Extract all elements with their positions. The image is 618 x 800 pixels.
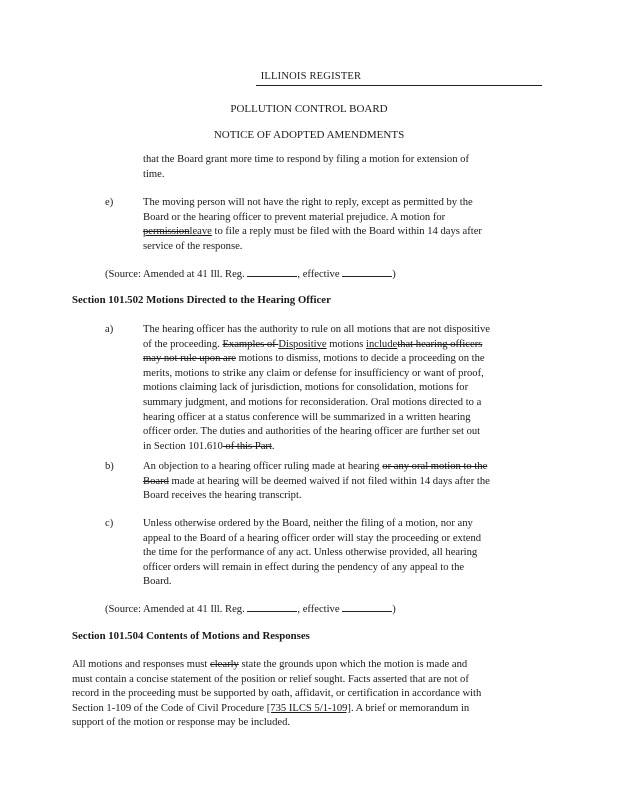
header-rule (256, 85, 542, 86)
deleted-text: Board (143, 475, 169, 487)
source-note-2: (Source: Amended at 41 Ill. Reg. , effective ) (105, 601, 396, 618)
deleted-text: clearly (210, 659, 239, 670)
register-title: ILLINOIS REGISTER (260, 71, 362, 82)
blank-line (342, 601, 392, 612)
deleted-text: Examples of (222, 338, 279, 350)
blank-line (247, 266, 297, 277)
deleted-text: that hearing officers (397, 338, 483, 350)
item-b-label: b) (105, 461, 114, 472)
item-c-text: Unless otherwise ordered by the Board, neither the filing of a motion, nor any appeal to the Board of a hearing officer order will stay the proceeding or extend the time for the performance of any act. Unless otherwise provided, all hearing officer orders will remain in effect during the pendency of any appeal to the Board. (143, 518, 482, 588)
item-a-text: The hearing officer has the authority to rule on all motions that are not dispositive of the proceeding. Examples of Dispositive motions includethat hearing officers may not rule upon are motions to dismiss, motions to decide a proceeding on the merits, motions to strike any claim or defense for insufficiency or want of proof, motions claiming lack of jurisdiction, motions for consolidation, motions for summary judgment, and motions for reconsideration. Oral motions directed to a hearing officer at a status conference will be summarized in a written hearing officer order. The duties and authorities of the hearing officer are further set out in Section 101.610 of this Part. (143, 324, 490, 452)
item-c-label: c) (105, 518, 114, 529)
inserted-text: include (366, 338, 398, 350)
deleted-text: or any oral motion to the (382, 461, 488, 472)
section-504-paragraph: All motions and responses must clearly state the grounds upon which the motion is made and must contain a concise statement of the position or relief sought. Facts asserted that are not of record in the proceeding must be supported by oath, affidavit, or certification in accordance with Section 1-109 of the Code of Civil Procedure [735 ILCS 5/1-109]. A brief or memorandum in support of the motion or response may be included. (72, 659, 482, 729)
section-504-heading: Section 101.504 Contents of Motions and Responses (72, 630, 310, 642)
blank-line (247, 601, 297, 612)
inserted-text: [735 ILCS 5/1-109] (266, 702, 351, 714)
item-e-text: The moving person will not have the right to reply, except as permitted by the Board or the hearing officer to prevent material prejudice. A motion for permissionleave to file a reply must be filed with the Board within 14 days after service of the response. (143, 197, 482, 252)
deleted-text: of this Part (222, 440, 272, 452)
section-502-heading: Section 101.502 Motions Directed to the Hearing Officer (72, 294, 331, 306)
item-e-label: e) (105, 197, 114, 208)
inserted-text: leave (189, 226, 212, 238)
inserted-text: Dispositive (278, 338, 327, 350)
notice-title: NOTICE OF ADOPTED AMENDMENTS (213, 129, 405, 141)
source-note-1: (Source: Amended at 41 Ill. Reg. , effective ) (105, 266, 396, 283)
item-b-text: An objection to a hearing officer ruling made at hearing or any oral motion to the Board made at hearing will be deemed waived if not filed within 14 days after the Board receives the hearing transcript. (143, 461, 490, 502)
board-title: POLLUTION CONTROL BOARD (230, 103, 388, 115)
continuation-paragraph: that the Board grant more time to respond by filing a motion for extension of time. (143, 154, 469, 180)
deleted-text: may not rule upon are (143, 353, 236, 365)
deleted-text: permission (143, 226, 190, 238)
item-a-label: a) (105, 324, 114, 335)
blank-line (342, 266, 392, 277)
